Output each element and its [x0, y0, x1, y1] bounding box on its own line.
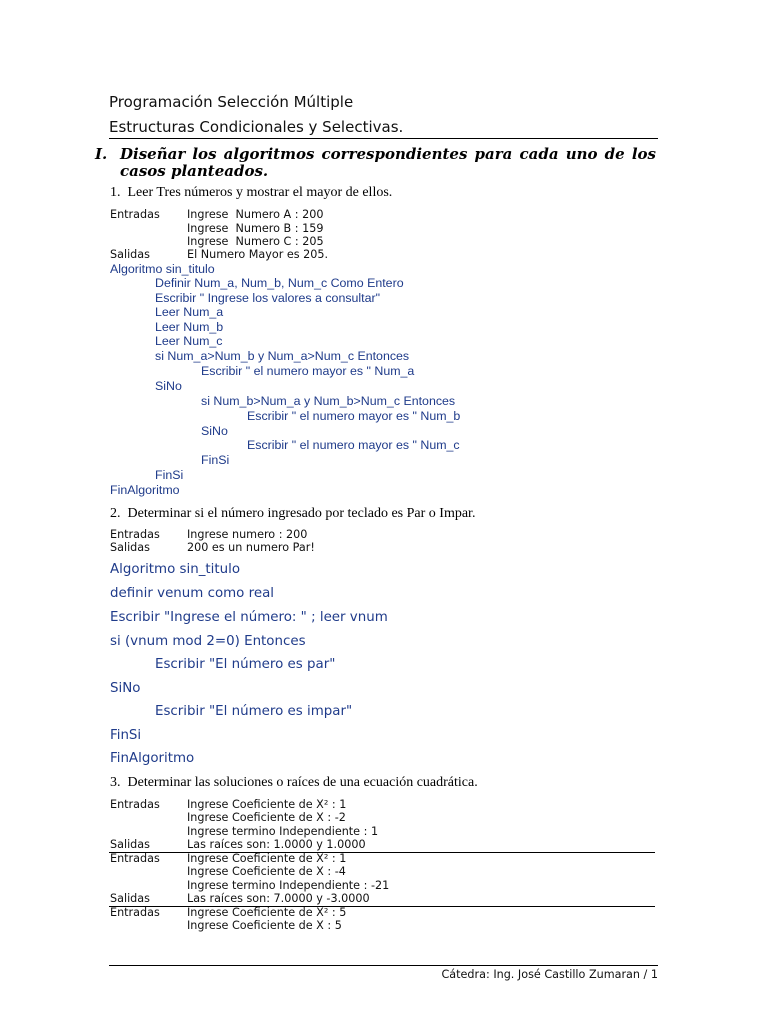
header-rule	[109, 138, 658, 139]
code-line: FinAlgoritmo	[110, 483, 180, 497]
salidas-label: Salidas	[110, 838, 150, 851]
output-line: 200 es un numero Par!	[187, 541, 315, 554]
entradas-label: Entradas	[110, 798, 160, 811]
code-line: Leer Num_c	[155, 334, 223, 348]
input-line: Ingrese Coeficiente de X² : 5	[187, 906, 347, 919]
code-line: si Num_b>Num_a y Num_b>Num_c Entonces	[201, 394, 456, 408]
entradas-label: Entradas	[110, 528, 160, 541]
section-word: algoritmos	[223, 145, 315, 163]
code-line: si Num_a>Num_b y Num_a>Num_c Entonces	[155, 349, 410, 363]
code-line: Escribir " el numero mayor es " Num_c	[247, 438, 460, 452]
document-title: Programación Selección Múltiple	[109, 93, 354, 111]
code-line: Definir Num_a, Num_b, Num_c Como Entero	[155, 276, 404, 290]
code-line: Escribir " Ingrese los valores a consultar"	[155, 291, 381, 305]
section-word: los	[631, 145, 656, 163]
document-subtitle: Estructuras Condicionales y Selectivas.	[109, 118, 404, 136]
code-line: SiNo	[110, 681, 141, 696]
input-line: Ingrese Numero C : 205	[187, 235, 324, 248]
code-line: Escribir " el numero mayor es " Num_a	[201, 364, 415, 378]
code-line: FinSi	[110, 728, 142, 743]
code-line: Escribir "El número es par"	[155, 657, 336, 672]
exercise-3-heading: 3. Determinar las soluciones o raíces de una ecuación cuadrática.	[110, 775, 478, 790]
input-line: Ingrese Numero A : 200	[187, 208, 324, 221]
salidas-label: Salidas	[110, 892, 150, 905]
input-line: Ingrese Coeficiente de X : -2	[187, 811, 346, 824]
input-line: Ingrese Coeficiente de X : -4	[187, 865, 346, 878]
code-line: FinSi	[201, 453, 230, 467]
output-line: Las raíces son: 1.0000 y 1.0000	[187, 838, 366, 851]
code-line: Escribir "El número es impar"	[155, 704, 353, 719]
section-word: correspondientes	[321, 145, 468, 163]
section-word: los	[192, 145, 217, 163]
input-line: Ingrese Coeficiente de X² : 1	[187, 852, 347, 865]
code-line: SiNo	[155, 379, 182, 393]
salidas-label: Salidas	[110, 248, 150, 261]
section-word: uno	[565, 145, 598, 163]
section-word: Diseñar	[120, 145, 186, 163]
input-line: Ingrese numero : 200	[187, 528, 308, 541]
code-line: Escribir " el numero mayor es " Num_b	[247, 409, 461, 423]
entradas-label: Entradas	[110, 208, 160, 221]
code-line: definir venum como real	[110, 586, 275, 601]
code-line: Algoritmo sin_titulo	[110, 562, 241, 577]
input-line: Ingrese Numero B : 159	[187, 222, 324, 235]
input-line: Ingrese Coeficiente de X : 5	[187, 919, 342, 932]
footer-rule	[109, 965, 658, 966]
code-line: si (vnum mod 2=0) Entonces	[110, 634, 306, 649]
code-line: Leer Num_a	[155, 305, 224, 319]
code-line: FinSi	[155, 468, 184, 482]
entradas-label: Entradas	[110, 906, 160, 919]
input-line: Ingrese termino Independiente : 1	[187, 825, 379, 838]
code-line: Escribir "Ingrese el número: " ; leer vnum	[110, 610, 388, 625]
code-line: FinAlgoritmo	[110, 751, 195, 766]
exercise-1-heading: 1. Leer Tres números y mostrar el mayor de ellos.	[110, 185, 393, 200]
footer-text: Cátedra: Ing. José Castillo Zumaran / 1	[441, 968, 658, 981]
input-line: Ingrese termino Independiente : -21	[187, 879, 390, 892]
code-line: SiNo	[201, 424, 228, 438]
section-word: para	[474, 145, 513, 163]
section-word: de	[604, 145, 625, 163]
section-title-line2: casos planteados.	[120, 162, 269, 180]
section-word: cada	[519, 145, 559, 163]
code-line: Leer Num_b	[155, 320, 224, 334]
entradas-label: Entradas	[110, 852, 160, 865]
section-number: I.	[95, 145, 108, 163]
input-line: Ingrese Coeficiente de X² : 1	[187, 798, 347, 811]
code-line: Algoritmo sin_titulo	[110, 262, 215, 276]
section-title-line1	[120, 145, 656, 163]
exercise-2-heading: 2. Determinar si el número ingresado por teclado es Par o Impar.	[110, 506, 476, 521]
salidas-label: Salidas	[110, 541, 150, 554]
output-line: Las raíces son: 7.0000 y -3.0000	[187, 892, 370, 905]
output-line: El Numero Mayor es 205.	[187, 248, 329, 261]
